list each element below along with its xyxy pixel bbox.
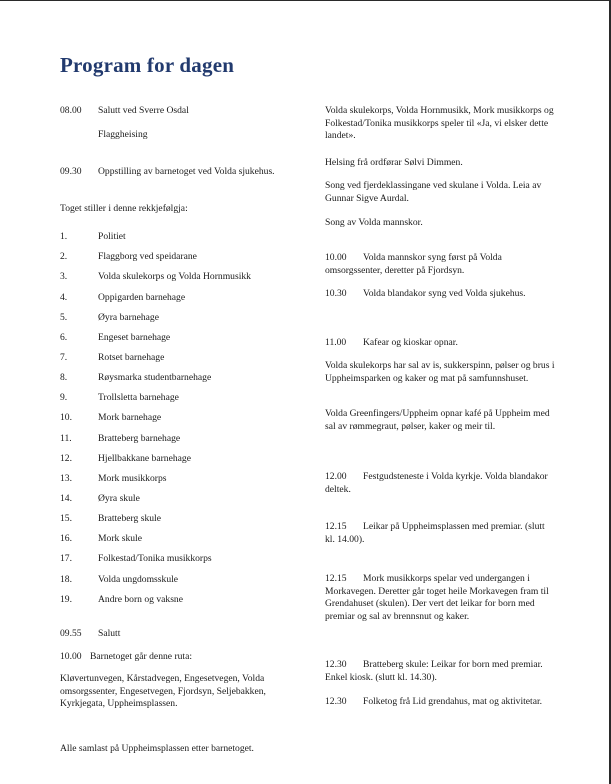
event-text: Bratteberg skule: Leikar for born med premiar. Enkel kiosk. (slutt kl. 14.30).	[325, 659, 543, 683]
event-time: 10.30	[325, 288, 347, 299]
event-1230-bratteberg	[325, 659, 555, 684]
list-number: 10.	[60, 412, 72, 423]
parade-route: Kløvertunvegen, Kårstadvegen, Engesetvegen, Volda omsorgssenter, Engesetvegen, Fjordsyn, Seljebakken, Kyrkjegata, Uppheimsplassen.	[60, 673, 266, 709]
list-item: Trollsletta barnehage	[98, 392, 179, 403]
event-text: Salutt	[98, 628, 121, 639]
list-item: Røysmarka studentbarnehage	[98, 372, 212, 383]
event-time: 10.00	[325, 252, 347, 263]
list-item: Volda skulekorps og Volda Hornmusikk	[98, 271, 251, 282]
event-0800	[60, 105, 285, 118]
list-item: Hjellbakkane barnehage	[98, 453, 191, 464]
mayor-greeting: Helsing frå ordførar Sølvi Dimmen.	[325, 157, 463, 168]
list-number: 17.	[60, 553, 72, 564]
list-number: 8.	[60, 372, 68, 383]
event-text: Folketog frå Lid grendahus, mat og aktivitetar.	[363, 696, 543, 707]
list-number: 7.	[60, 352, 68, 363]
list-item: Politiet	[98, 231, 126, 242]
gathering-note: Alle samlast på Uppheimsplassen etter barnetoget.	[60, 743, 254, 754]
list-item: Øyra skule	[98, 493, 140, 504]
song-male-choir: Song av Volda mannskor.	[325, 217, 423, 228]
list-number: 15.	[60, 513, 72, 524]
song-fourth-graders: Song ved fjerdeklassingane ved skulane i Volda. Leia av Gunnar Sigve Aurdal.	[325, 180, 542, 204]
list-item: Øyra barnehage	[98, 312, 159, 323]
list-number: 12.	[60, 453, 72, 464]
greenfingers-cafe: Volda Greenfingers/Uppheim opnar kafé på Uppheim med sal av rømmegraut, pølser, kaker og meir til.	[325, 408, 550, 432]
event-text: Salutt ved Sverre Osdal	[98, 105, 189, 116]
list-item: Andre born og vaksne	[98, 594, 183, 605]
event-time: 12.30	[325, 659, 347, 670]
list-number: 18.	[60, 574, 72, 585]
event-0955	[60, 628, 285, 641]
event-time: 11.00	[325, 337, 347, 348]
page-title: Program for dagen	[60, 53, 235, 77]
event-time: 09.30	[60, 166, 82, 177]
event-text: Mork musikkorps spelar ved undergangen i Morkavegen. Deretter går toget heile Morkavegen fram til Grendahuset (skulen). Der vert det leikar for born med premiar og sal av brennsnut og kaker.	[325, 573, 549, 622]
event-1230-lid	[325, 696, 555, 709]
event-text: Festgudsteneste i Volda kyrkje. Volda blandakor deltek.	[325, 471, 548, 495]
list-number: 19.	[60, 594, 72, 605]
event-flaggheising: Flaggheising	[98, 129, 148, 140]
list-item: Bratteberg skule	[98, 513, 161, 524]
order-intro: Toget stiller i denne rekkjefølgja:	[60, 203, 188, 214]
list-item: Engeset barnehage	[98, 332, 171, 343]
list-number: 4.	[60, 292, 68, 303]
list-item: Volda ungdomsskule	[98, 574, 179, 585]
list-number: 14.	[60, 493, 72, 504]
event-1030	[325, 288, 555, 301]
list-number: 3.	[60, 271, 68, 282]
list-number: 1.	[60, 231, 68, 242]
list-item: Mork musikkorps	[98, 473, 167, 484]
event-1200	[325, 471, 555, 496]
event-time: 12.30	[325, 696, 347, 707]
bands-play: Volda skulekorps, Volda Hornmusikk, Mork musikkorps og Folkestad/Tonika musikkorps speler til «Ja, vi elsker dette landet».	[325, 105, 554, 141]
event-1000-parade	[60, 651, 285, 664]
event-1100	[325, 337, 555, 350]
list-number: 9.	[60, 392, 68, 403]
list-item: Flaggborg ved speidarane	[98, 251, 197, 262]
event-1215-mork	[325, 573, 555, 623]
event-time: 12.15	[325, 521, 347, 532]
list-number: 5.	[60, 312, 68, 323]
list-item: Mork barnehage	[98, 412, 162, 423]
event-text: Leikar på Uppheimsplassen med premiar. (slutt kl. 14.00).	[325, 521, 545, 545]
list-item: Folkestad/Tonika musikkorps	[98, 553, 212, 564]
event-text: Volda mannskor syng først på Volda omsorgssenter, deretter på Fjordsyn.	[325, 252, 502, 276]
list-item: Rotset barnehage	[98, 352, 165, 363]
event-text: Oppstilling av barnetoget ved Volda sjukehus.	[98, 166, 275, 177]
list-number: 16.	[60, 533, 72, 544]
list-number: 11.	[60, 433, 72, 444]
event-time: 09.55	[60, 628, 82, 639]
event-time: 10.00	[60, 651, 82, 662]
event-0930	[60, 166, 285, 179]
event-time: 12.00	[325, 471, 347, 482]
event-time: 08.00	[60, 105, 82, 116]
list-number: 13.	[60, 473, 72, 484]
list-item: Bratteberg barnehage	[98, 433, 181, 444]
event-1000-choir	[325, 252, 555, 277]
event-text: Kafear og kioskar opnar.	[363, 337, 458, 348]
list-number: 6.	[60, 332, 68, 343]
list-item: Oppigarden barnehage	[98, 292, 186, 303]
list-number: 2.	[60, 251, 68, 262]
event-text: Volda blandakor syng ved Volda sjukehus.	[363, 288, 526, 299]
list-item: Mork skule	[98, 533, 142, 544]
event-1215-games	[325, 521, 555, 546]
event-time: 12.15	[325, 573, 347, 584]
school-band-sales: Volda skulekorps har sal av is, sukkerspinn, pølser og brus i Uppheimsparken og kaker og mat på samfunnshuset.	[325, 360, 555, 384]
event-text: Barnetoget går denne ruta:	[90, 651, 193, 662]
